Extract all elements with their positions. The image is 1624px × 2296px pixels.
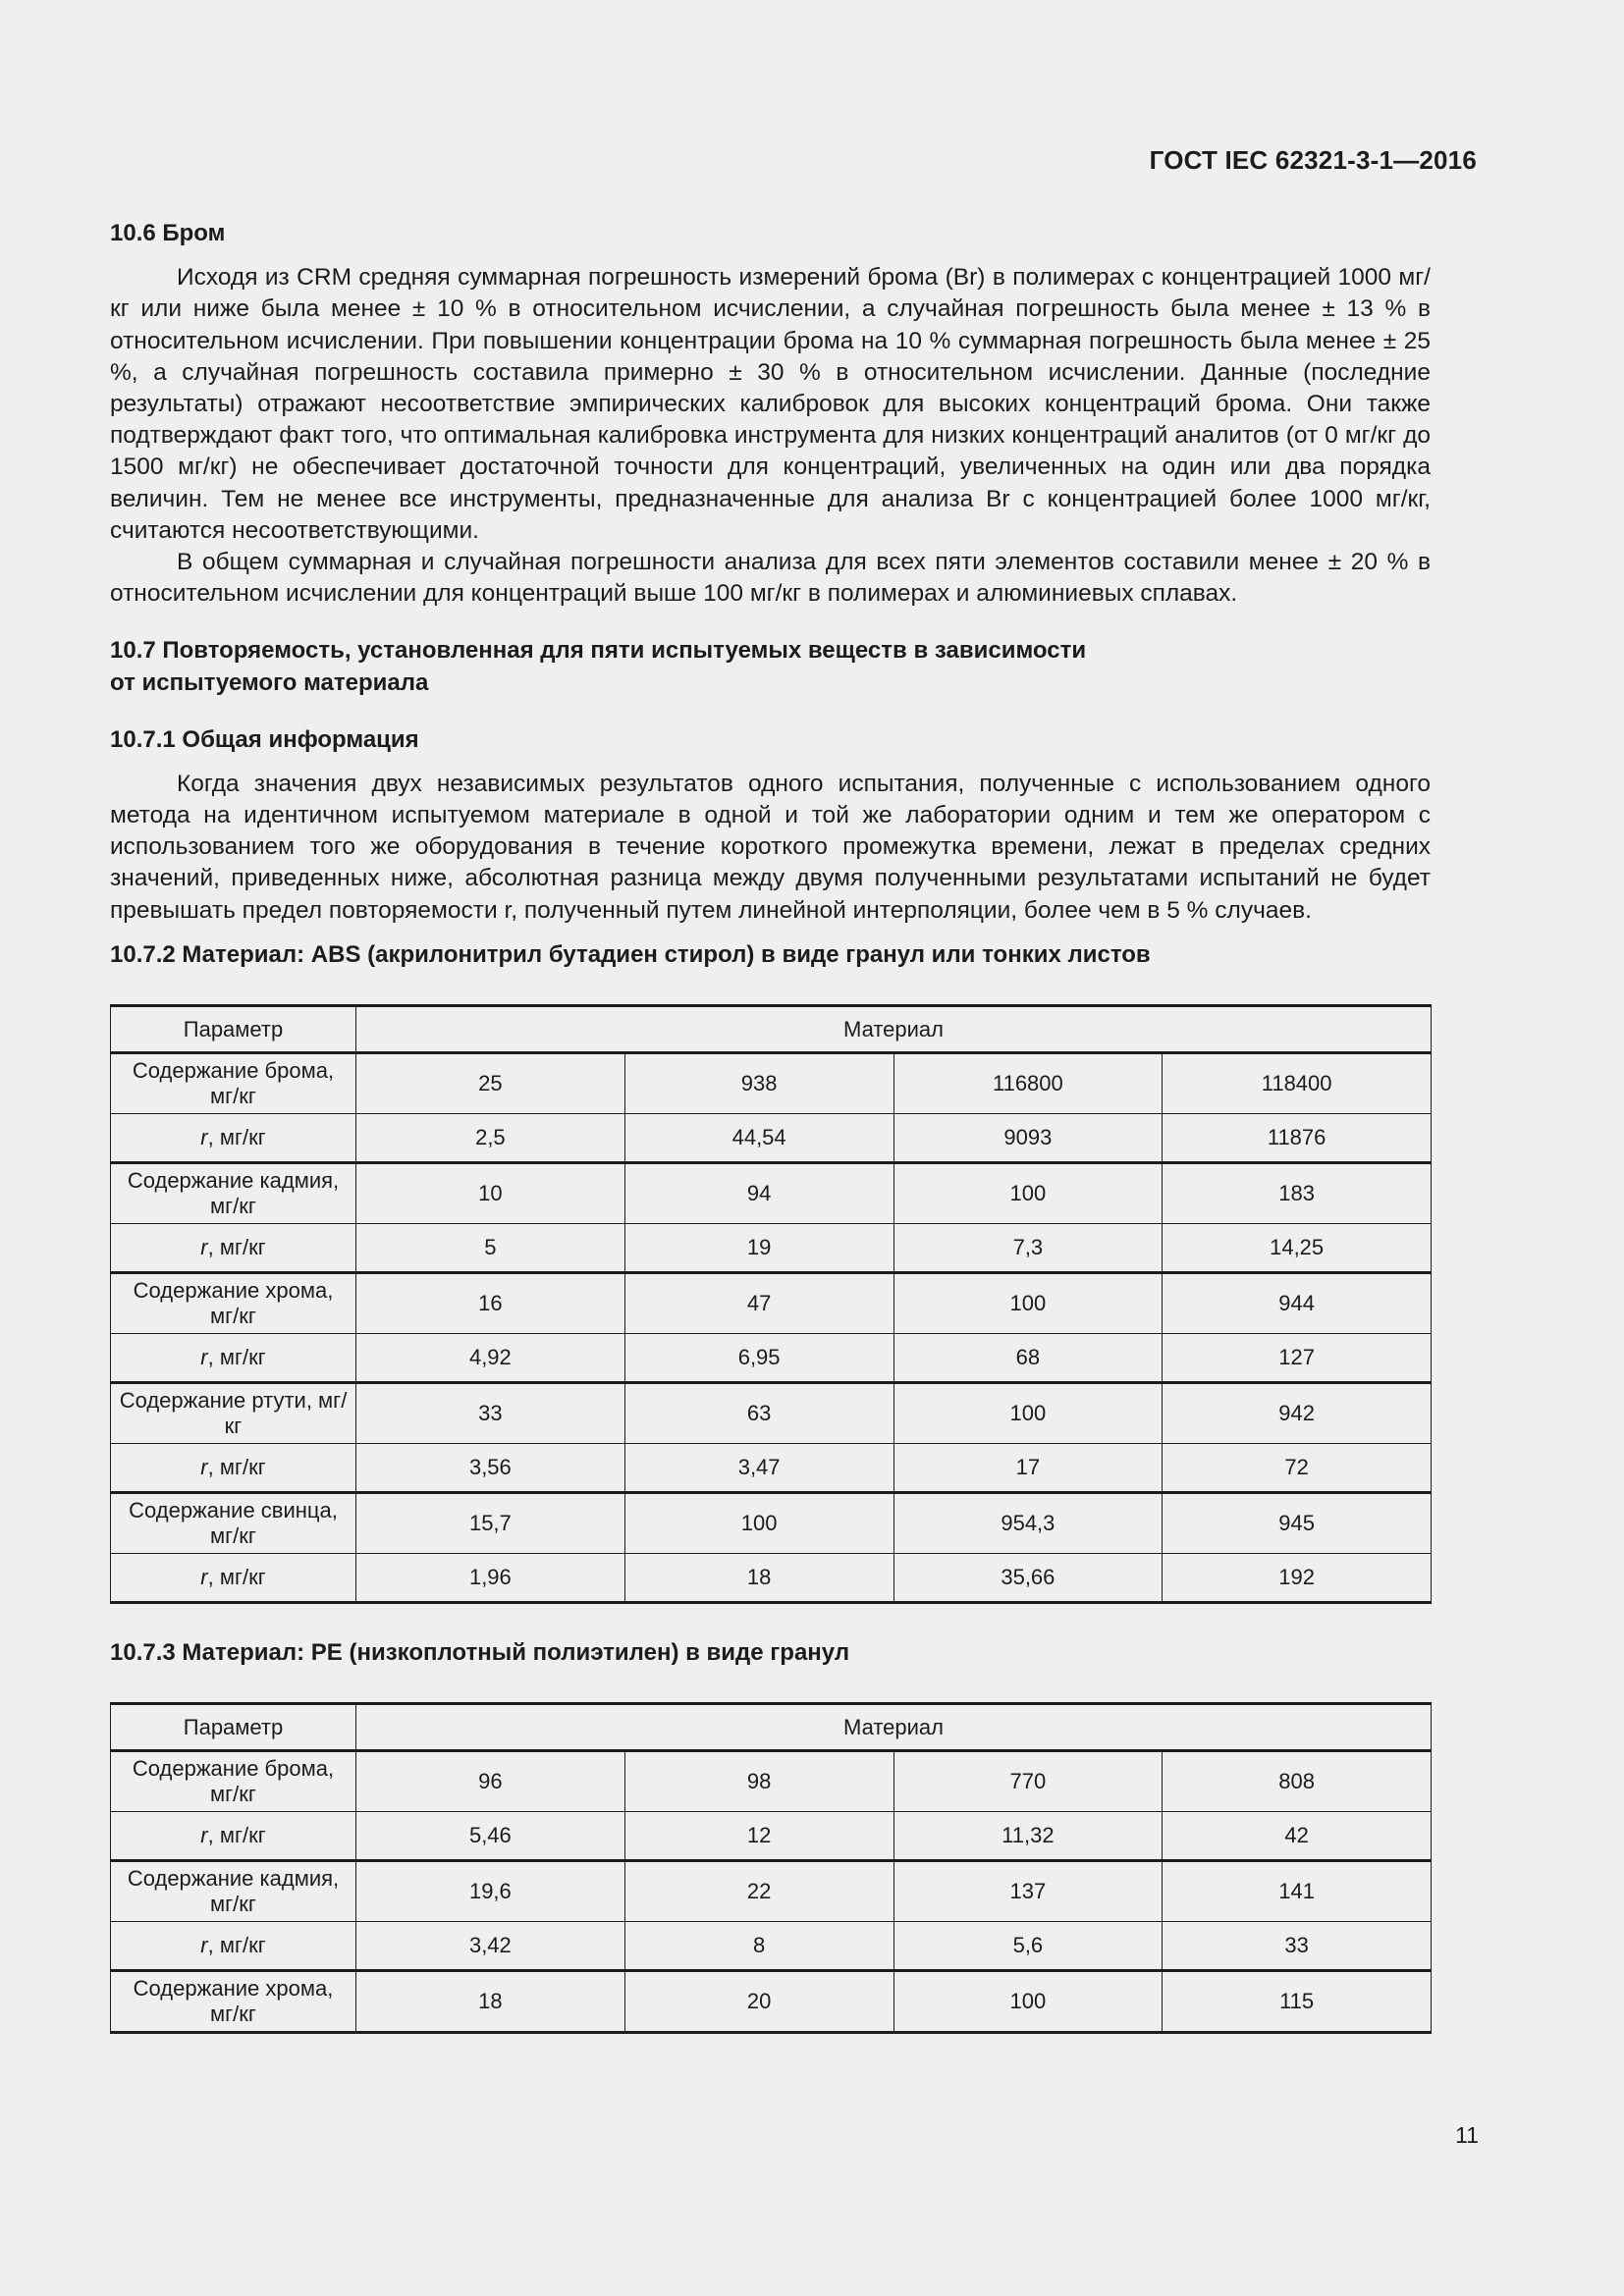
table-abs-header-row — [111, 1006, 1432, 1053]
table-pe-cell-value: 20 — [624, 1971, 893, 2033]
table-abs-cell-value: 4,92 — [356, 1334, 625, 1383]
table-pe-row — [111, 1751, 1432, 1812]
table-pe-cell-value: 98 — [624, 1751, 893, 1812]
table-pe-param-symbol: r — [200, 1933, 208, 1958]
table-pe-cell-param: Содержание брома, мг/кг — [111, 1751, 356, 1812]
table-abs-cell-value: 945 — [1163, 1493, 1432, 1554]
table-pe-param-symbol: r — [200, 1823, 208, 1848]
heading-10-6: 10.6 Бром — [110, 220, 226, 246]
table-abs-cell-value: 94 — [624, 1163, 893, 1224]
table-abs-cell-param: Содержание хрома, мг/кг — [111, 1273, 356, 1334]
table-abs-cell-value: 954,3 — [893, 1493, 1163, 1554]
table-abs-cell-value: 100 — [893, 1273, 1163, 1334]
table-abs-row — [111, 1163, 1432, 1224]
table-abs-cell-value: 100 — [624, 1493, 893, 1554]
table-pe-cell-value: 8 — [624, 1922, 893, 1971]
table-abs-row — [111, 1114, 1432, 1163]
paragraph-10-7-1: Когда значения двух независимых результатов одного испытания, полученные с использованием одного метода на идентичном испытуемом материале в одной и той же лаборатории одним и тем же оператором с использованием того же оборудования в течение короткого промежутка времени, лежат в пределах средних значений, приведенных ниже, абсолютная разница между двумя полученными результатами испытаний не будет превышать предел повторяемости r, полученный путем линейной интерполяции, более чем в 5 % случаев. — [110, 770, 1431, 924]
table-pe — [110, 1702, 1432, 2034]
table-abs-cell-value: 3,56 — [356, 1444, 625, 1493]
table-abs-cell-param: r, мг/кг — [111, 1114, 356, 1163]
table-abs-wrapper — [110, 1004, 1431, 1604]
table-abs-row — [111, 1334, 1432, 1383]
spacer — [110, 249, 1431, 262]
table-pe-cell-value: 18 — [356, 1971, 625, 2033]
table-abs-cell-param: Содержание брома, мг/кг — [111, 1053, 356, 1114]
table-abs-param-symbol: r — [200, 1565, 208, 1590]
table-abs-cell-value: 2,5 — [356, 1114, 625, 1163]
document-header-standard-id: ГОСТ IEC 62321-3-1—2016 — [1149, 145, 1477, 175]
table-abs-cell-value: 15,7 — [356, 1493, 625, 1554]
table-pe-cell-value: 12 — [624, 1812, 893, 1861]
table-pe-row — [111, 1971, 1432, 2033]
spacer — [110, 1669, 1431, 1702]
table-pe-cell-value: 808 — [1163, 1751, 1432, 1812]
table-abs-param-symbol: r — [200, 1235, 208, 1260]
table-pe-cell-param: r, мг/кг — [111, 1812, 356, 1861]
table-abs-cell-value: 6,95 — [624, 1334, 893, 1383]
document-body — [110, 218, 1431, 2034]
table-abs-cell-value: 25 — [356, 1053, 625, 1114]
table-abs-cell-param: r, мг/кг — [111, 1444, 356, 1493]
heading-10-7-line2: от испытуемого материала — [110, 668, 429, 696]
spacer — [110, 699, 1431, 724]
table-abs-cell-value: 63 — [624, 1383, 893, 1444]
table-abs-cell-value: 118400 — [1163, 1053, 1432, 1114]
table-abs-cell-value: 17 — [893, 1444, 1163, 1493]
heading-10-7-1: 10.7.1 Общая информация — [110, 725, 419, 753]
table-pe-cell-value: 141 — [1163, 1861, 1432, 1922]
heading-10-7-3: 10.7.3 Материал: PE (низкоплотный полиэтилен) в виде гранул — [110, 1639, 850, 1667]
table-abs-cell-value: 183 — [1163, 1163, 1432, 1224]
page-number: 11 — [1455, 2122, 1479, 2148]
table-abs — [110, 1004, 1432, 1604]
table-abs-cell-value: 14,25 — [1163, 1224, 1432, 1273]
table-abs-cell-value: 18 — [624, 1554, 893, 1603]
spacer — [110, 610, 1431, 635]
table-pe-body — [111, 1751, 1432, 2033]
table-abs-row — [111, 1273, 1432, 1334]
table-abs-cell-value: 944 — [1163, 1273, 1432, 1334]
table-pe-cell-value: 137 — [893, 1861, 1163, 1922]
table-pe-header-row — [111, 1704, 1432, 1751]
table-abs-body — [111, 1053, 1432, 1603]
table-abs-param-symbol: r — [200, 1125, 208, 1150]
table-abs-cell-value: 72 — [1163, 1444, 1432, 1493]
table-abs-cell-param: r, мг/кг — [111, 1334, 356, 1383]
table-abs-cell-param: Содержание ртути, мг/кг — [111, 1383, 356, 1444]
paragraph-10-6-2: В общем суммарная и случайная погрешности анализа для всех пяти элементов составили менее ± 20 % в относительном исчислении для концентраций выше 100 мг/кг в полимерах и алюминиевых сплавах. — [110, 548, 1431, 608]
table-abs-cell-param: Содержание свинца, мг/кг — [111, 1493, 356, 1554]
table-abs-cell-value: 116800 — [893, 1053, 1163, 1114]
paragraph-10-6-1: Исходя из CRM средняя суммарная погрешность измерений брома (Br) в полимерах с концентрацией 1000 мг/кг или ниже была менее ± 10 % в относительном исчислении, а случайная погрешность была менее ± 13 % в относительном исчислении. При повышении концентрации брома на 10 % суммарная погрешность была менее ± 25 %, а случайная погрешность составила примерно ± 30 % в относительном исчислении. Данные (последние результаты) отражают несоответствие эмпирических калибровок для высоких концентраций брома. Они также подтверждают факт того, что оптимальная калибровка инструмента для низких концентраций аналитов (от 0 мг/кг до 1500 мг/кг) не обеспечивает достаточной точности для концентраций, увеличенных на один или два порядка величин. Тем не менее все инструменты, предназначенные для анализа Br с концентрацией более 1000 мг/кг, считаются несоответствующими. — [110, 264, 1431, 544]
table-abs-param-symbol: r — [200, 1345, 208, 1370]
table-pe-col-param: Параметр — [111, 1704, 356, 1751]
table-abs-cell-param: r, мг/кг — [111, 1224, 356, 1273]
table-abs-cell-value: 10 — [356, 1163, 625, 1224]
heading-10-7-2: 10.7.2 Материал: ABS (акрилонитрил бутадиен стирол) в виде гранул или тонких листов — [110, 940, 1151, 968]
table-pe-wrapper — [110, 1702, 1431, 2034]
table-pe-cell-value: 5,46 — [356, 1812, 625, 1861]
table-abs-cell-value: 16 — [356, 1273, 625, 1334]
table-abs-cell-value: 100 — [893, 1383, 1163, 1444]
table-pe-cell-param: r, мг/кг — [111, 1922, 356, 1971]
table-abs-cell-value: 19 — [624, 1224, 893, 1273]
table-abs-cell-value: 192 — [1163, 1554, 1432, 1603]
table-abs-cell-value: 47 — [624, 1273, 893, 1334]
table-pe-cell-value: 11,32 — [893, 1812, 1163, 1861]
table-pe-cell-value: 96 — [356, 1751, 625, 1812]
table-abs-cell-value: 1,96 — [356, 1554, 625, 1603]
table-abs-cell-value: 7,3 — [893, 1224, 1163, 1273]
table-abs-row — [111, 1444, 1432, 1493]
spacer — [110, 927, 1431, 939]
table-pe-cell-value: 19,6 — [356, 1861, 625, 1922]
table-pe-cell-param: Содержание кадмия, мг/кг — [111, 1861, 356, 1922]
table-abs-cell-value: 11876 — [1163, 1114, 1432, 1163]
table-abs-row — [111, 1554, 1432, 1603]
heading-10-7-line1: 10.7 Повторяемость, установленная для пяти испытуемых веществ в зависимости — [110, 637, 1087, 665]
table-abs-row — [111, 1383, 1432, 1444]
table-pe-cell-value: 115 — [1163, 1971, 1432, 2033]
table-pe-row — [111, 1922, 1432, 1971]
table-abs-cell-value: 100 — [893, 1163, 1163, 1224]
table-abs-cell-value: 9093 — [893, 1114, 1163, 1163]
table-pe-cell-value: 42 — [1163, 1812, 1432, 1861]
spacer — [110, 971, 1431, 1004]
table-abs-row — [111, 1053, 1432, 1114]
table-pe-cell-value: 33 — [1163, 1922, 1432, 1971]
table-pe-row — [111, 1812, 1432, 1861]
table-abs-cell-value: 938 — [624, 1053, 893, 1114]
table-abs-cell-param: r, мг/кг — [111, 1554, 356, 1603]
table-abs-row — [111, 1224, 1432, 1273]
table-pe-cell-value: 3,42 — [356, 1922, 625, 1971]
table-pe-row — [111, 1861, 1432, 1922]
table-abs-cell-value: 33 — [356, 1383, 625, 1444]
table-pe-cell-value: 5,6 — [893, 1922, 1163, 1971]
spacer — [110, 1604, 1431, 1637]
table-abs-col-param: Параметр — [111, 1006, 356, 1053]
table-abs-col-material: Материал — [356, 1006, 1432, 1053]
table-pe-cell-value: 100 — [893, 1971, 1163, 2033]
table-abs-row — [111, 1493, 1432, 1554]
table-abs-cell-value: 35,66 — [893, 1554, 1163, 1603]
table-pe-cell-value: 770 — [893, 1751, 1163, 1812]
table-pe-cell-value: 22 — [624, 1861, 893, 1922]
table-abs-cell-param: Содержание кадмия, мг/кг — [111, 1163, 356, 1224]
table-abs-cell-value: 942 — [1163, 1383, 1432, 1444]
table-pe-col-material: Материал — [356, 1704, 1432, 1751]
table-abs-cell-value: 44,54 — [624, 1114, 893, 1163]
table-abs-cell-value: 68 — [893, 1334, 1163, 1383]
table-abs-cell-value: 5 — [356, 1224, 625, 1273]
table-abs-cell-value: 3,47 — [624, 1444, 893, 1493]
spacer — [110, 756, 1431, 769]
table-abs-param-symbol: r — [200, 1455, 208, 1480]
table-abs-cell-value: 127 — [1163, 1334, 1432, 1383]
table-pe-cell-param: Содержание хрома, мг/кг — [111, 1971, 356, 2033]
